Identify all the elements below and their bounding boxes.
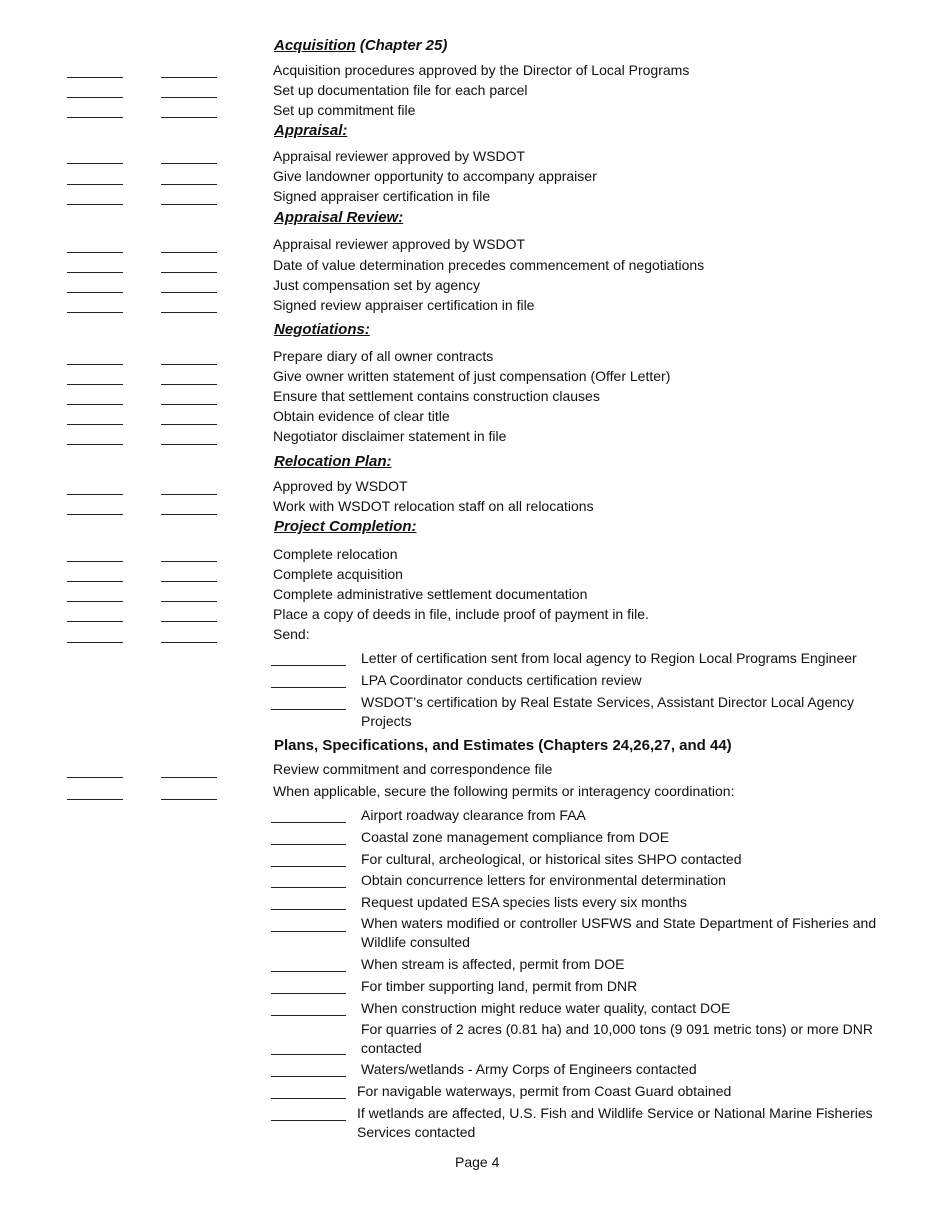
checkbox-blank-1[interactable] — [67, 514, 123, 515]
sub-checkbox-blank[interactable] — [271, 1120, 346, 1121]
sub-checklist-item: Coastal zone management compliance from DOE — [361, 829, 670, 845]
checkbox-blank-2[interactable] — [161, 184, 217, 185]
checkbox-blank-1[interactable] — [67, 204, 123, 205]
section-heading-acquisition: Acquisition (Chapter 25) — [274, 37, 448, 54]
sub-checkbox-blank[interactable] — [271, 993, 346, 994]
sub-checklist-item: Waters/wetlands - Army Corps of Engineers contacted — [361, 1061, 697, 1077]
checklist-item: Signed appraiser certification in file — [273, 188, 491, 204]
sub-checkbox-blank[interactable] — [271, 709, 346, 710]
section-heading-project-completion: Project Completion: — [274, 518, 417, 535]
sub-checkbox-blank[interactable] — [271, 931, 346, 932]
checkbox-blank-2[interactable] — [161, 252, 217, 253]
checkbox-blank-1[interactable] — [67, 799, 123, 800]
checkbox-blank-1[interactable] — [67, 117, 123, 118]
checklist-item: Approved by WSDOT — [273, 478, 408, 494]
checkbox-blank-1[interactable] — [67, 581, 123, 582]
checkbox-blank-1[interactable] — [67, 384, 123, 385]
checklist-item: Obtain evidence of clear title — [273, 408, 450, 424]
checkbox-blank-1[interactable] — [67, 601, 123, 602]
sub-checklist-item: Airport roadway clearance from FAA — [361, 807, 586, 823]
sub-checkbox-blank[interactable] — [271, 887, 346, 888]
sub-checkbox-blank[interactable] — [271, 1098, 346, 1099]
checklist-item: Complete relocation — [273, 546, 398, 562]
sub-checklist-item: When waters modified or controller USFWS and State Department of Fisheries and Wildlife consulted — [361, 915, 877, 950]
checkbox-blank-2[interactable] — [161, 364, 217, 365]
section-heading-appraisal-review: Appraisal Review: — [274, 209, 404, 226]
sub-checkbox-blank[interactable] — [271, 687, 346, 688]
sub-checklist-item: WSDOT’s certification by Real Estate Services, Assistant Director Local Agency Projects — [361, 694, 855, 729]
sub-checkbox-blank[interactable] — [271, 1054, 346, 1055]
checkbox-blank-2[interactable] — [161, 312, 217, 313]
section-heading-relocation-plan: Relocation Plan: — [274, 453, 392, 470]
sub-checklist-item: Letter of certification sent from local agency to Region Local Programs Engineer — [361, 650, 857, 666]
checkbox-blank-1[interactable] — [67, 184, 123, 185]
checkbox-blank-2[interactable] — [161, 642, 217, 643]
sub-checklist-item: For navigable waterways, permit from Coast Guard obtained — [357, 1083, 732, 1099]
checkbox-blank-2[interactable] — [161, 514, 217, 515]
section-heading-pse: Plans, Specifications, and Estimates (Chapters 24,26,27, and 44) — [274, 737, 732, 754]
checklist-item: Send: — [273, 626, 310, 642]
checkbox-blank-2[interactable] — [161, 384, 217, 385]
checkbox-blank-1[interactable] — [67, 494, 123, 495]
checkbox-blank-2[interactable] — [161, 272, 217, 273]
checkbox-blank-1[interactable] — [67, 621, 123, 622]
checkbox-blank-1[interactable] — [67, 561, 123, 562]
checklist-item: Appraisal reviewer approved by WSDOT — [273, 148, 526, 164]
sub-checklist-item: Request updated ESA species lists every six months — [361, 894, 688, 910]
checkbox-blank-2[interactable] — [161, 581, 217, 582]
checkbox-blank-2[interactable] — [161, 97, 217, 98]
checkbox-blank-1[interactable] — [67, 777, 123, 778]
checkbox-blank-2[interactable] — [161, 561, 217, 562]
section-heading-appraisal: Appraisal: — [274, 122, 348, 139]
sub-checkbox-blank[interactable] — [271, 909, 346, 910]
checkbox-blank-1[interactable] — [67, 364, 123, 365]
checklist-item: Prepare diary of all owner contracts — [273, 348, 494, 364]
checkbox-blank-1[interactable] — [67, 97, 123, 98]
checkbox-blank-2[interactable] — [161, 404, 217, 405]
checkbox-blank-2[interactable] — [161, 494, 217, 495]
sub-checkbox-blank[interactable] — [271, 866, 346, 867]
sub-checklist-item: When stream is affected, permit from DOE — [361, 956, 625, 972]
checkbox-blank-2[interactable] — [161, 601, 217, 602]
checkbox-blank-2[interactable] — [161, 117, 217, 118]
checklist-item: Ensure that settlement contains construction clauses — [273, 388, 600, 404]
sub-checklist-item: For quarries of 2 acres (0.81 ha) and 10,000 tons (9 091 metric tons) or more DNR contacted — [361, 1021, 874, 1056]
checklist-item: Place a copy of deeds in file, include proof of payment in file. — [273, 606, 649, 622]
sub-checklist-item: LPA Coordinator conducts certification review — [361, 672, 642, 688]
checklist-item: Set up documentation file for each parcel — [273, 82, 528, 98]
checkbox-blank-1[interactable] — [67, 252, 123, 253]
checklist-item: Complete acquisition — [273, 566, 403, 582]
checklist-item: Just compensation set by agency — [273, 277, 481, 293]
sub-checkbox-blank[interactable] — [271, 971, 346, 972]
checklist-item: Appraisal reviewer approved by WSDOT — [273, 236, 526, 252]
checkbox-blank-2[interactable] — [161, 292, 217, 293]
checklist-item: Review commitment and correspondence file — [273, 761, 553, 777]
checkbox-blank-2[interactable] — [161, 163, 217, 164]
checklist-item: Complete administrative settlement documentation — [273, 586, 588, 602]
sub-checkbox-blank[interactable] — [271, 822, 346, 823]
sub-checklist-item: If wetlands are affected, U.S. Fish and Wildlife Service or National Marine Fisheries Services contacted — [357, 1105, 873, 1140]
sub-checkbox-blank[interactable] — [271, 665, 346, 666]
checkbox-blank-1[interactable] — [67, 642, 123, 643]
checkbox-blank-2[interactable] — [161, 424, 217, 425]
sub-checkbox-blank[interactable] — [271, 844, 346, 845]
sub-checkbox-blank[interactable] — [271, 1076, 346, 1077]
checklist-item: Acquisition procedures approved by the Director of Local Programs — [273, 62, 690, 78]
checklist-item: Give owner written statement of just compensation (Offer Letter) — [273, 368, 671, 384]
sub-checklist-item: For cultural, archeological, or historical sites SHPO contacted — [361, 851, 742, 867]
sub-checkbox-blank[interactable] — [271, 1015, 346, 1016]
checklist-item: Date of value determination precedes commencement of negotiations — [273, 257, 705, 273]
checklist-item: When applicable, secure the following permits or interagency coordination: — [273, 783, 735, 799]
checklist-item: Give landowner opportunity to accompany appraiser — [273, 168, 597, 184]
checkbox-blank-2[interactable] — [161, 444, 217, 445]
checklist-item: Negotiator disclaimer statement in file — [273, 428, 507, 444]
checklist-item: Signed review appraiser certification in file — [273, 297, 535, 313]
checkbox-blank-1[interactable] — [67, 272, 123, 273]
checkbox-blank-2[interactable] — [161, 799, 217, 800]
sub-checklist-item: When construction might reduce water quality, contact DOE — [361, 1000, 731, 1016]
checkbox-blank-1[interactable] — [67, 444, 123, 445]
checkbox-blank-2[interactable] — [161, 204, 217, 205]
page-number: Page 4 — [455, 1154, 500, 1170]
checkbox-blank-1[interactable] — [67, 404, 123, 405]
sub-checklist-item: For timber supporting land, permit from DNR — [361, 978, 638, 994]
checkbox-blank-1[interactable] — [67, 163, 123, 164]
checkbox-blank-1[interactable] — [67, 424, 123, 425]
sub-checklist-item: Obtain concurrence letters for environmental determination — [361, 872, 726, 888]
checklist-item: Work with WSDOT relocation staff on all relocations — [273, 498, 594, 514]
checkbox-blank-1[interactable] — [67, 292, 123, 293]
checkbox-blank-1[interactable] — [67, 77, 123, 78]
checkbox-blank-2[interactable] — [161, 777, 217, 778]
checklist-item: Set up commitment file — [273, 102, 416, 118]
section-heading-negotiations: Negotiations: — [274, 321, 370, 338]
checkbox-blank-2[interactable] — [161, 77, 217, 78]
checkbox-blank-1[interactable] — [67, 312, 123, 313]
checkbox-blank-2[interactable] — [161, 621, 217, 622]
